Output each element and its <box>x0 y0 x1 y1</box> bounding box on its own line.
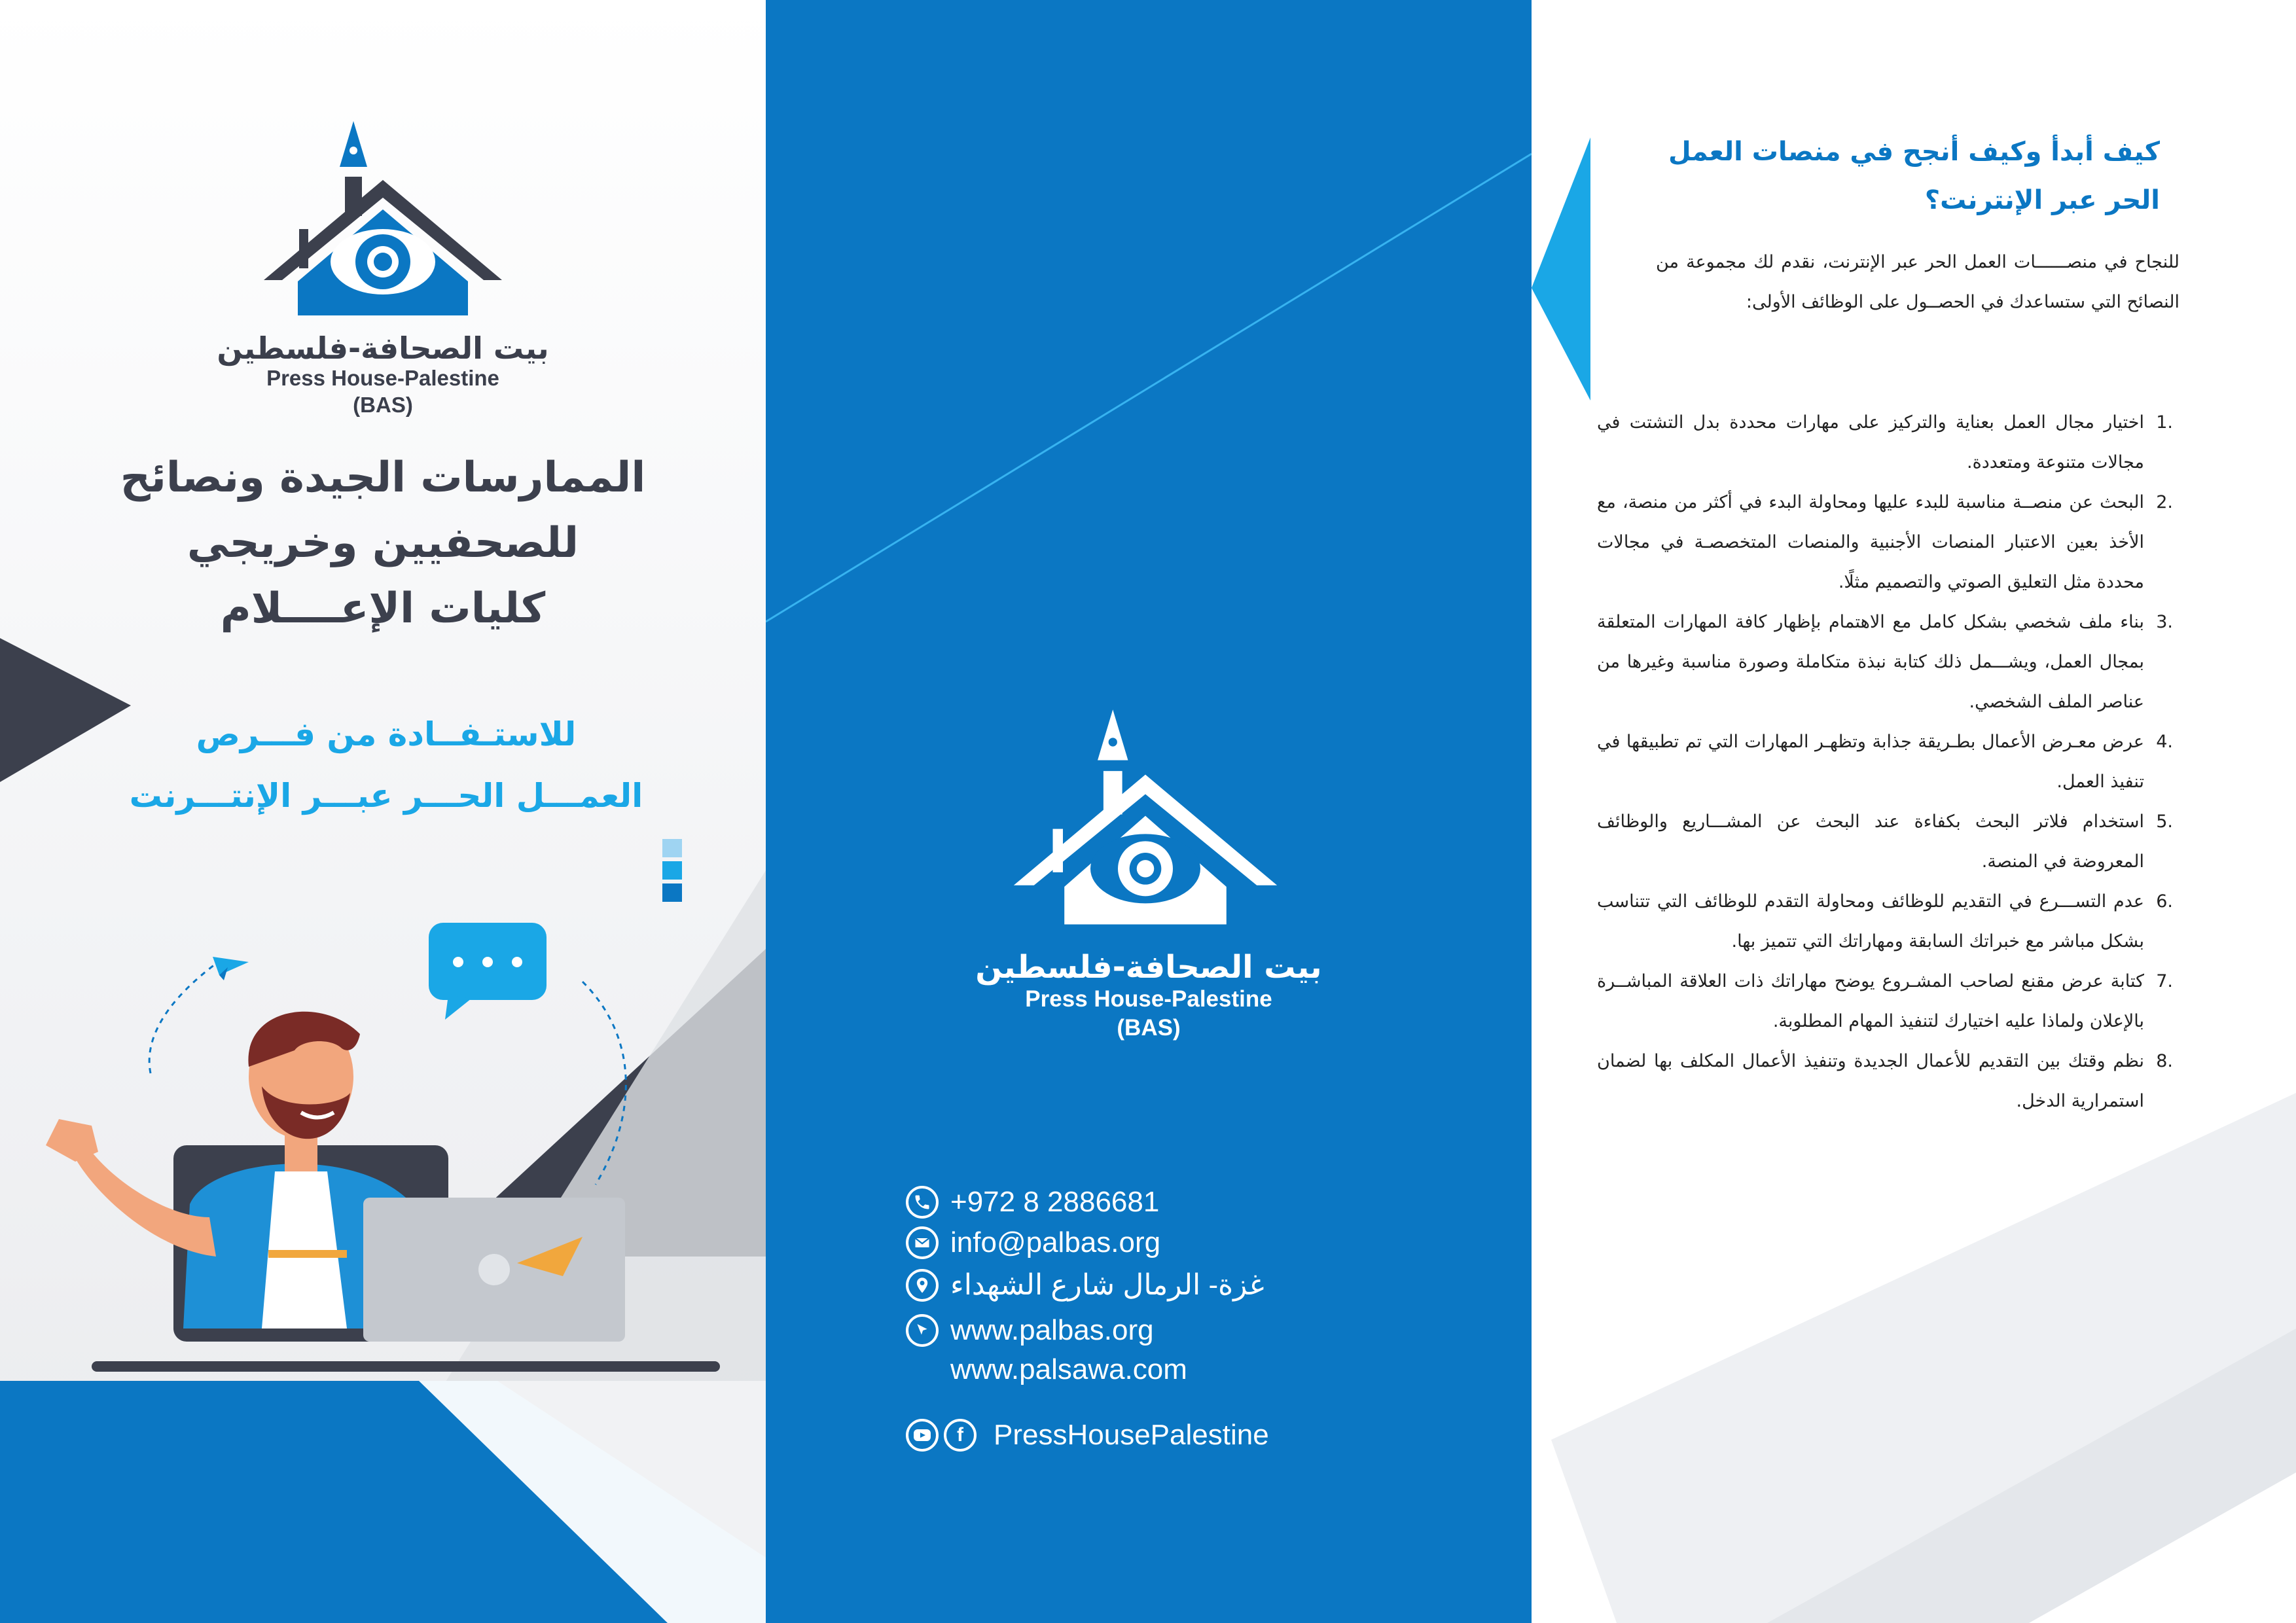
tip-item <box>1597 882 2173 961</box>
phone-icon <box>906 1186 939 1219</box>
tip-text: البحث عن منصــة مناسبة للبدء عليها ومحاولة البدء في أكثر من منصة، مع الأخذ بعين الاعتبار المنصات الأجنبية والمنصات المتخصصـة في مجالات محددة مثل التعليق الصوتي والتصميم مثلًا. <box>1597 492 2144 592</box>
tip-number: 7. <box>2156 971 2173 991</box>
tip-text: كتابة عرض مقنع لصاحب المشـروع يوضح مهاراتك ذات العلاقة المباشــرة بالإعلان ولماذا عليه اختيارك لتنفيذ المهام المطلوبة. <box>1597 971 2144 1031</box>
tip-item <box>1597 1041 2173 1121</box>
cover-title <box>56 445 710 641</box>
logo-name-ar: بيت الصحافة-فلسطين <box>217 330 549 366</box>
tip-item <box>1597 482 2173 602</box>
contact-website-2 <box>950 1353 1187 1386</box>
tip-number: 1. <box>2156 412 2173 433</box>
mail-icon <box>906 1226 939 1259</box>
tip-item <box>1597 802 2173 882</box>
tip-number: 8. <box>2156 1051 2173 1071</box>
tip-number: 4. <box>2156 732 2173 752</box>
tips-title: كيف أبدأ وكيف أنجح في منصات العمل الحر عبر الإنترنت؟ <box>1668 137 2160 215</box>
website-link-2[interactable]: www.palsawa.com <box>950 1353 1187 1385</box>
back-logo-name-ar: بيت الصحافة-فلسطين <box>975 949 1322 986</box>
tip-item <box>1597 961 2173 1041</box>
logo-abbr: (BAS) <box>353 393 413 417</box>
stacked-squares-icon <box>662 839 682 902</box>
youtube-icon[interactable] <box>906 1419 939 1452</box>
social-row <box>906 1419 1269 1452</box>
contact-website <box>906 1314 1154 1347</box>
tip-text: نظم وقتك بين التقديم للأعمال الجديدة وتنفيذ الأعمال المكلف بها لضمان استمرارية الدخل. <box>1597 1051 2144 1111</box>
phone-number: +972 8 2886681 <box>950 1186 1160 1218</box>
street-address: غزة- الرمال شارع الشهداء <box>950 1269 1265 1301</box>
tips-list <box>1597 402 2173 1121</box>
contact-email <box>906 1226 1160 1259</box>
cover-title-line: للصحفيين وخريجي <box>187 519 579 567</box>
press-house-logo-white <box>1008 704 1283 933</box>
social-handle[interactable]: PressHousePalestine <box>994 1419 1269 1451</box>
paper-plane-icon <box>213 957 249 980</box>
logo-name-en: Press House-Palestine <box>266 366 499 390</box>
tip-number: 5. <box>2156 812 2173 832</box>
tips-intro: للنجاح في منصــــــات العمل الحر عبر الإنترنت، نقدم لك مجموعة من النصائح التي ستساعدك في الحصــول على الوظائف الأولى: <box>1656 252 2179 312</box>
website-link[interactable]: www.palbas.org <box>950 1314 1154 1346</box>
tip-text: اختيار مجال العمل بعناية والتركيز على مهارات محددة بدل التشتت في مجالات متنوعة ومتعددة. <box>1597 412 2144 473</box>
cover-title-line: الممارسات الجيدة ونصائح <box>120 454 646 502</box>
chat-bubble-icon <box>429 923 547 1020</box>
cover-subtitle-line: العمـــل الحـــر عبـــر الإنتـــرنت <box>129 777 643 815</box>
cover-panel <box>0 0 766 1623</box>
location-icon <box>906 1269 939 1302</box>
cover-subtitle <box>92 704 681 827</box>
tip-text: عرض معـرض الأعمال بطـريقة جذابة وتظهـر المهارات التي تم تطبيقها في تنفيذ العمل. <box>1597 732 2144 792</box>
facebook-icon[interactable]: f <box>944 1419 977 1452</box>
tip-text: بناء ملف شخصي بشكل كامل مع الاهتمام بإظهار كافة المهارات المتعلقة بمجال العمل، ويشـــمل ذلك كتابة نبذة متكاملة وصورة مناسبة وغيرها من عناصر الملف الشخصي. <box>1597 612 2144 712</box>
cover-title-line: كليات الإعــــلام <box>220 584 546 633</box>
tip-item <box>1597 402 2173 482</box>
freelancer-illustration <box>20 910 753 1381</box>
tip-item <box>1597 722 2173 802</box>
contact-address <box>906 1268 1264 1302</box>
back-logo-name-en: Press House-Palestine <box>1025 986 1272 1012</box>
tip-number: 3. <box>2156 612 2173 632</box>
press-house-logo <box>259 118 507 321</box>
tip-text: عدم التســـرع في التقديم للوظائف ومحاولة التقدم للوظائف التي تتناسب بشكل مباشر مع خبراتك السابقة ومهاراتك التي تتميز بها. <box>1597 891 2144 952</box>
back-logo-abbr: (BAS) <box>1117 1015 1181 1041</box>
tip-number: 6. <box>2156 891 2173 912</box>
email-address[interactable]: info@palbas.org <box>950 1226 1161 1258</box>
tip-number: 2. <box>2156 492 2173 512</box>
tip-text: استخدام فلاتر البحث بكفاءة عند البحث عن المشـــاريع والوظائف المعروضة في المنصة. <box>1597 812 2144 872</box>
tip-item <box>1597 602 2173 722</box>
cover-subtitle-line: للاستـفــادة من فـــرص <box>196 715 577 753</box>
contact-phone <box>906 1186 1159 1219</box>
cursor-icon <box>906 1314 939 1347</box>
